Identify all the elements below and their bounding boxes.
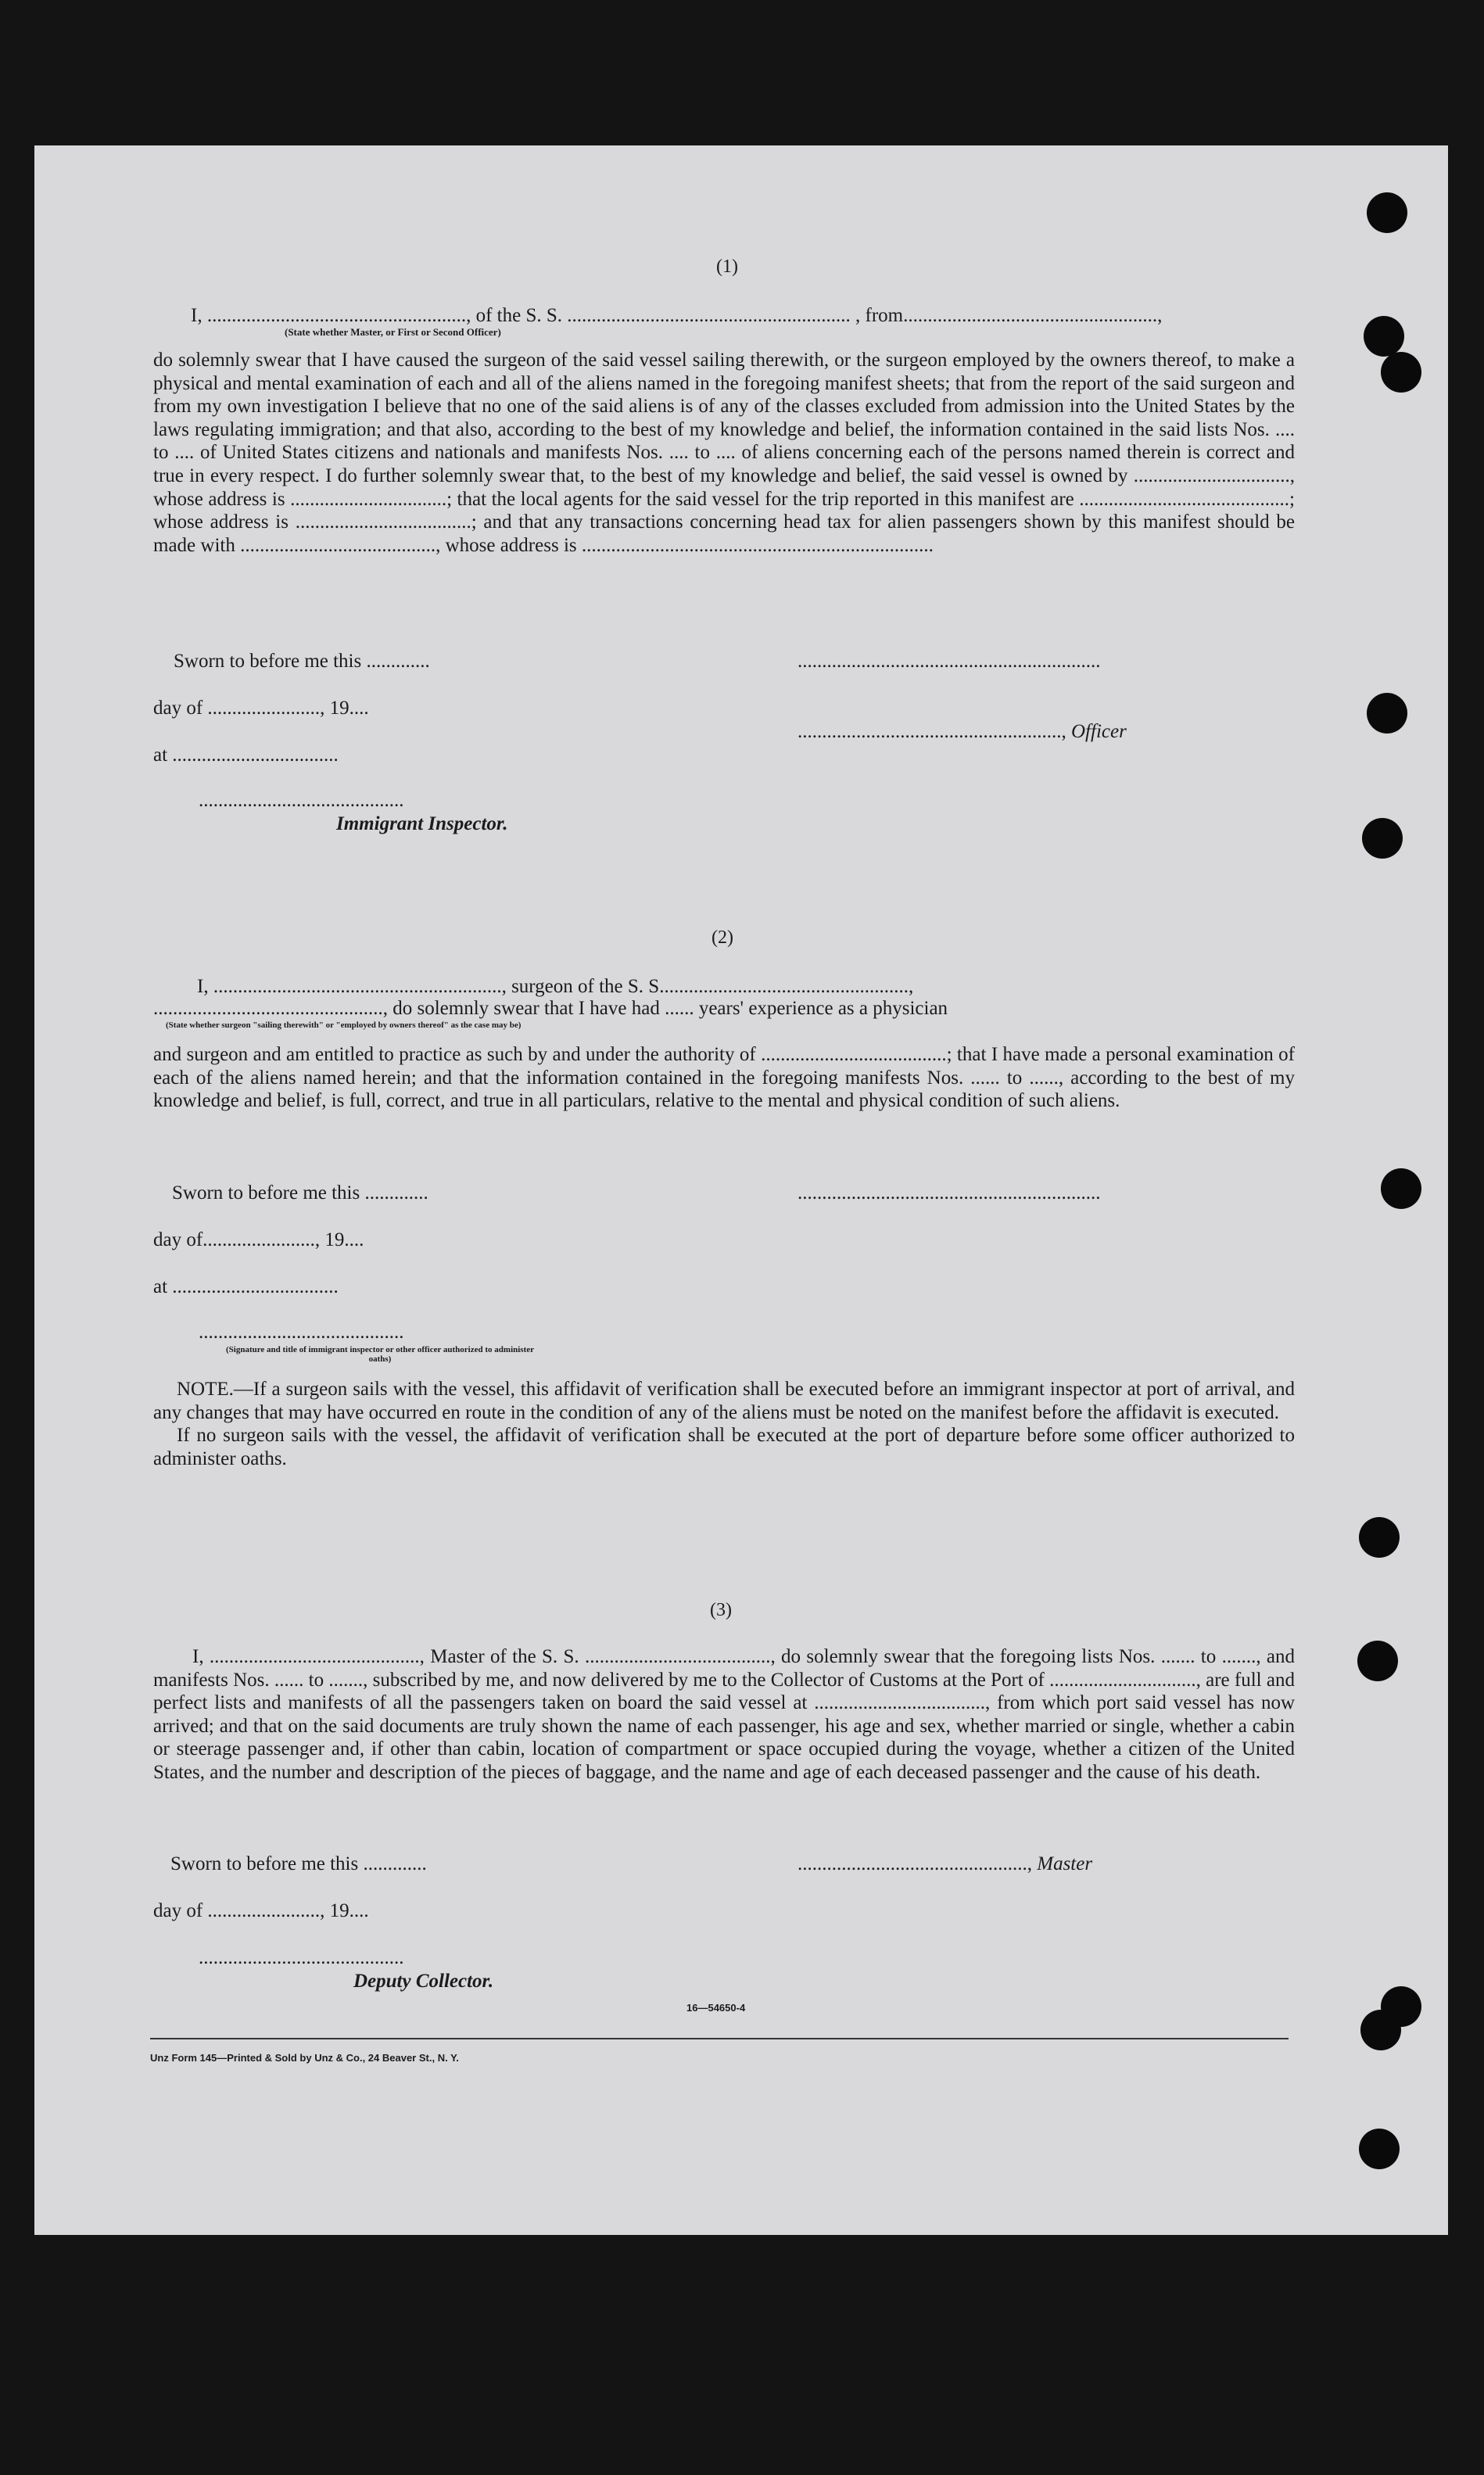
punch-hole: [1359, 1517, 1400, 1558]
punch-hole: [1359, 2129, 1400, 2169]
section-2-at: at ..................................: [153, 1276, 339, 1297]
section-1-body: do solemnly swear that I have caused the surgeon of the said vessel sailing therewith, or the surgeon employed by the owners thereof, to make a physical and mental examination of each and all of the aliens named in the foregoing manifest sheets; that from the report of the said surgeon and from my own investigation I believe that no one of the said aliens is of any of the classes excluded from admission into the United States by the laws regulating immigration; and that also, according to the best of my knowledge and belief, the information contained in the said lists Nos. .... to .... of United States citizens and nationals and manifests Nos. .... to .... of aliens concerning each of the persons named therein is correct and true in every respect. I do further solemnly swear that, to the best of my knowledge and belief, the said vessel is owned by ................................, whose address is ................................; that the local agents for the said vessel for the trip reported in this manifest are ...........................................; whose address is ....................................; and that any transactions concerning head tax for alien passengers shown by this manifest should be made with ........................................, whose address is ........................................................................: [153, 350, 1295, 556]
section-2-note: [153, 1378, 1295, 1470]
punch-hole: [1381, 1168, 1421, 1209]
section-1-day: day of ......................., 19....: [153, 698, 369, 719]
punch-hole: [1364, 316, 1404, 357]
section-2-second-line-note: (State whether surgeon "sailing therewith" or "employed by owners thereof" as the case may be): [166, 1020, 522, 1030]
section-1-at: at ..................................: [153, 744, 339, 766]
note-paragraph-1: NOTE.—If a surgeon sails with the vessel, this affidavit of verification shall be executed before an immigrant inspector at port of arrival, and any changes that may have occurred en route in the condition of any of the aliens must be noted on the manifest before the affidavit is executed.: [153, 1379, 1295, 1423]
punch-hole: [1381, 352, 1421, 393]
section-2-signature-note: (Signature and title of immigrant inspector or other officer authorized to administer oaths): [225, 1345, 535, 1364]
master-dots: ...............................................,: [798, 1853, 1038, 1874]
section-1-signature-label: Immigrant Inspector.: [336, 813, 508, 834]
section-2-first-line: I, ..........................................................., surgeon of the S. S...................................................,: [197, 976, 914, 997]
master-label: Master: [1037, 1853, 1093, 1874]
section-3-signature-line: ..........................................: [199, 1947, 404, 1968]
punch-hole: [1360, 2010, 1401, 2050]
note-paragraph-2: If no surgeon sails with the vessel, the affidavit of verification shall be executed at the port of departure before some officer authorized to administer oaths.: [153, 1425, 1295, 1469]
section-1-number: (1): [716, 256, 738, 277]
section-3-day: day of ......................., 19....: [153, 1900, 369, 1921]
section-2-second-line: ..............................................., do solemnly swear that I have had ...... years' experience as a physician: [153, 998, 948, 1019]
form-number: 16—54650-4: [686, 2002, 746, 2014]
punch-hole: [1367, 693, 1407, 734]
section-1-first-line-note: (State whether Master, or First or Second Officer): [285, 326, 501, 338]
section-2-number: (2): [712, 927, 733, 948]
officer-dots: ......................................................,: [798, 721, 1071, 742]
punch-hole: [1362, 818, 1403, 859]
section-2-day: day of......................., 19....: [153, 1229, 364, 1250]
section-1-signature-line: ..........................................: [199, 790, 404, 811]
section-2-right-line: ..............................................................: [798, 1182, 1101, 1203]
punch-hole: [1367, 192, 1407, 233]
officer-label: Officer: [1071, 721, 1127, 742]
punch-hole: [1357, 1641, 1398, 1681]
section-1-officer-line: [798, 721, 1127, 743]
section-3-signature-label: Deputy Collector.: [353, 1971, 494, 1992]
section-3-sworn: Sworn to before me this .............: [170, 1853, 427, 1874]
footer-rule: [150, 2038, 1289, 2039]
section-2-sworn: Sworn to before me this .............: [172, 1182, 428, 1203]
section-3-number: (3): [710, 1600, 732, 1620]
printer-credit: Unz Form 145—Printed & Sold by Unz & Co., 24 Beaver St., N. Y.: [150, 2052, 459, 2064]
section-2-body: and surgeon and am entitled to practice as such by and under the authority of ......................................; that I have made a personal examination of each of the aliens named herein; and that the information contained in the foregoing manifests Nos. ...... to ......, according to the best of my knowledge and belief, is full, correct, and true in all particulars, relative to the mental and physical condition of such aliens.: [153, 1044, 1295, 1112]
section-1-right-line: ..............................................................: [798, 651, 1101, 672]
section-3-body: I, ..........................................., Master of the S. S. ......................................, do solemnly swear that the foregoing lists Nos. ....... to ......., and manifests Nos. ...... to ......., subscribed by me, and now delivered by me to the Collector of Customs at the Port of .............................., are full and perfect lists and manifests of all the passengers taken on board the said vessel at ..................................., from which port said vessel has now arrived; and that on the said documents are truly shown the name of each passenger, his age and sex, whether married or single, whether a cabin or steerage passenger and, if other than cabin, location of compartment or space occupied during the voyage, whether a citizen of the United States, and the number and description of the pieces of baggage, and the name and age of each deceased passenger and the cause of his death.: [153, 1646, 1295, 1783]
section-2-signature-line: ..........................................: [199, 1322, 404, 1343]
section-3-master-line: [798, 1853, 1092, 1875]
section-1-sworn: Sworn to before me this .............: [174, 651, 430, 672]
section-1-first-line: I, ....................................................., of the S. S. .......................................................... , from....................................................,: [191, 305, 1163, 326]
